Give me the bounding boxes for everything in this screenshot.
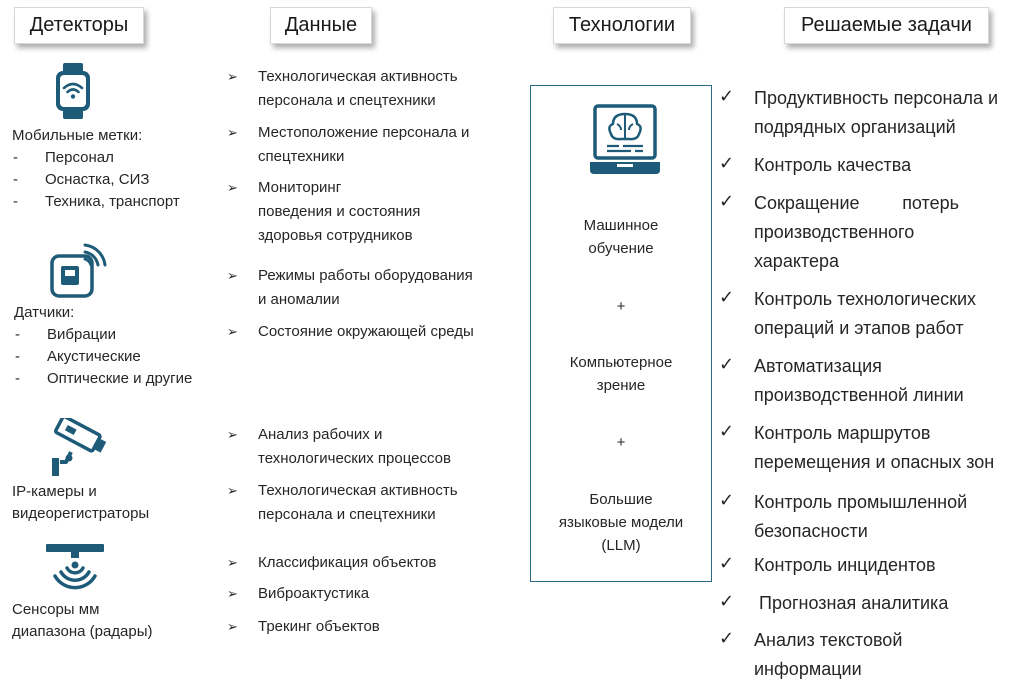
check-icon: ✓ [719, 628, 735, 648]
data-item: ➢ Режимы работы оборудования и аномалии [227, 264, 473, 312]
arrow-bullet-icon: ➢ [227, 125, 238, 140]
check-icon: ✓ [719, 421, 735, 441]
tech-llm: Большие языковые модели (LLM) [558, 491, 684, 554]
check-icon: ✓ [719, 153, 735, 173]
list-item: - Оснастка, СИЗ [13, 171, 150, 188]
tech-plus-1: + [616, 298, 626, 315]
technologies-box [530, 85, 712, 582]
data-item: ➢ Состояние окружающей среды [227, 320, 474, 344]
data-item: ➢ Анализ рабочих и технологических процессов [227, 423, 451, 471]
arrow-bullet-icon: ➢ [227, 555, 238, 570]
header-tasks: Решаемые задачи [784, 7, 989, 44]
detector-mobile-tags [12, 125, 180, 213]
header-technologies: Технологии [553, 7, 691, 44]
check-icon: ✓ [719, 591, 735, 611]
cctv-camera-icon [50, 418, 110, 480]
data-item: ➢ Мониторинг поведения и состояния здоровья сотрудников [227, 176, 420, 248]
laptop-brain-icon [587, 102, 663, 178]
check-icon: ✓ [719, 354, 735, 374]
data-item: ➢ Трекинг объектов [227, 615, 380, 639]
sensor-signal-icon [48, 242, 108, 300]
arrow-bullet-icon: ➢ [227, 586, 238, 601]
check-icon: ✓ [719, 287, 735, 307]
task-item: ✓ Прогнозная аналитика [719, 589, 948, 618]
list-item: - Оптические и другие [15, 370, 193, 387]
task-item: ✓ Анализ текстовой информации [719, 626, 902, 684]
check-icon: ✓ [719, 86, 735, 106]
check-icon: ✓ [719, 553, 735, 573]
radar-waves-icon [45, 543, 105, 595]
list-item: - Персонал [13, 149, 114, 166]
detector-title: Датчики: [14, 304, 75, 321]
arrow-bullet-icon: ➢ [227, 180, 238, 195]
task-item: ✓ Контроль технологических операций и этапов работ [719, 285, 976, 343]
header-data: Данные [270, 7, 372, 44]
arrow-bullet-icon: ➢ [227, 619, 238, 634]
check-icon: ✓ [719, 490, 735, 510]
list-item: - Акустические [15, 348, 141, 365]
detector-radars: Сенсоры мм диапазона (радары) [12, 601, 153, 640]
task-item: ✓ Автоматизация производственной линии [719, 352, 964, 410]
list-item: - Техника, транспорт [13, 193, 180, 210]
check-icon: ✓ [719, 191, 735, 211]
task-item: ✓ Контроль инцидентов [719, 551, 936, 580]
task-item: ✓ Контроль качества [719, 151, 911, 180]
task-item: ✓ Сокращение потерь производственного характера [719, 189, 959, 276]
detector-title: Мобильные метки: [12, 127, 143, 144]
smartwatch-wifi-icon [52, 62, 94, 120]
data-item: ➢ Виброактустика [227, 582, 369, 606]
tech-plus-2: + [616, 434, 626, 451]
arrow-bullet-icon: ➢ [227, 483, 238, 498]
tech-computer-vision: Компьютерное зрение [569, 354, 673, 394]
detector-sensors [14, 302, 192, 390]
arrow-bullet-icon: ➢ [227, 324, 238, 339]
data-item: ➢ Технологическая активность персонала и спецтехники [227, 479, 458, 527]
header-detectors: Детекторы [14, 7, 144, 44]
tech-machine-learning: Машинное обучение [583, 217, 659, 257]
task-item: ✓ Продуктивность персонала и подрядных организаций [719, 84, 998, 142]
list-item: - Вибрации [15, 326, 117, 343]
arrow-bullet-icon: ➢ [227, 69, 238, 84]
task-item: ✓ Контроль промышленной безопасности [719, 488, 967, 546]
data-item: ➢ Технологическая активность персонала и спецтехники [227, 65, 458, 113]
arrow-bullet-icon: ➢ [227, 427, 238, 442]
detector-ip-cameras: IP-камеры и видеорегистраторы [12, 483, 150, 522]
data-item: ➢ Местоположение персонала и спецтехники [227, 121, 469, 169]
data-item: ➢ Классификация объектов [227, 551, 436, 575]
task-item: ✓ Контроль маршрутов перемещения и опасных зон [719, 419, 994, 477]
arrow-bullet-icon: ➢ [227, 268, 238, 283]
